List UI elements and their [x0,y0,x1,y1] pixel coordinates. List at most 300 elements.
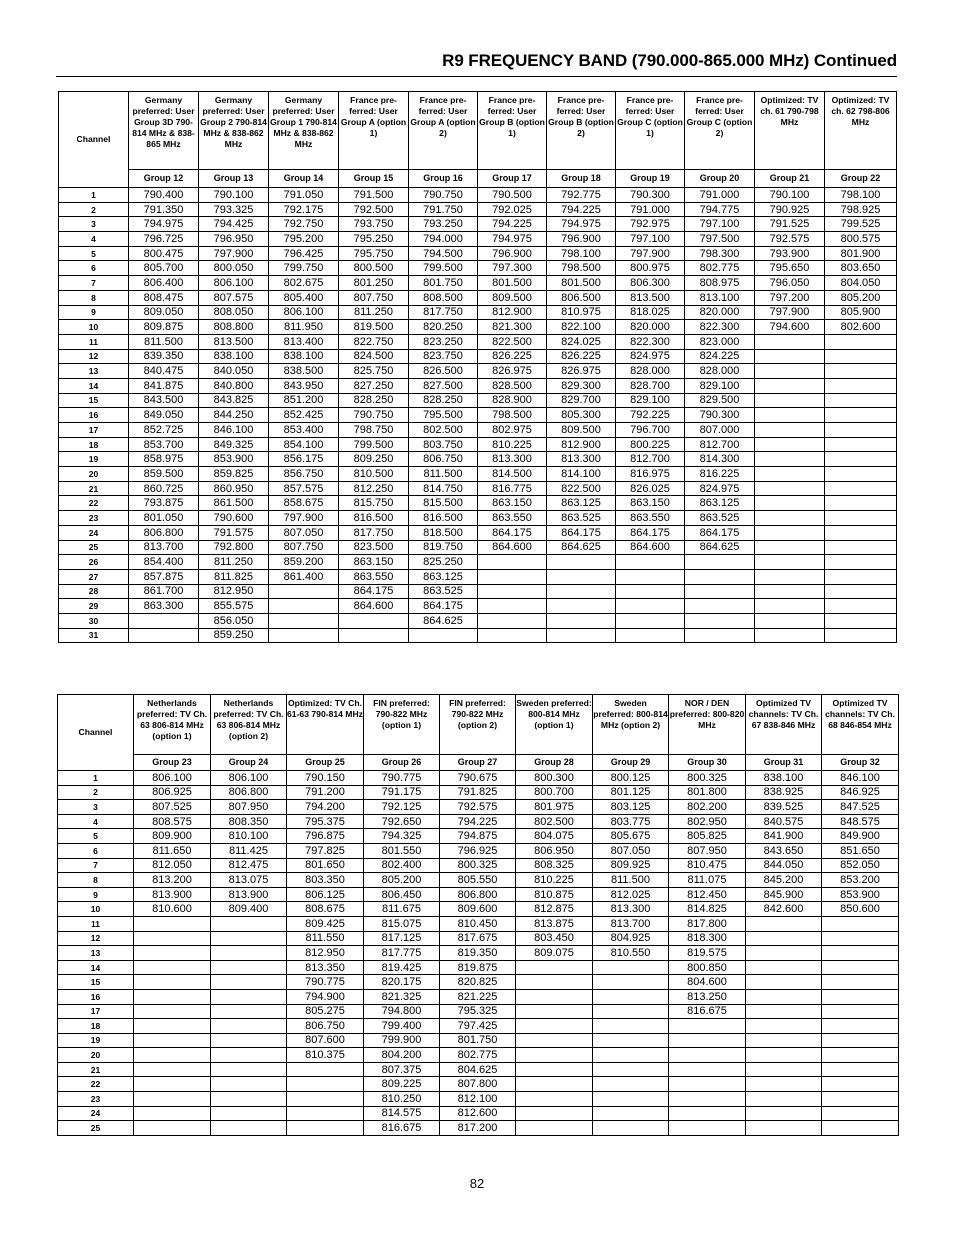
frequency-cell: 860.725 [129,481,199,496]
column-header: FIN preferred: 790-822 MHz (option 1) [364,695,440,755]
frequency-cell: 796.925 [440,843,516,858]
frequency-cell: 863.150 [478,496,547,511]
frequency-cell: 801.500 [547,276,616,291]
channel-number: 13 [59,364,129,379]
frequency-cell: 823.250 [409,334,478,349]
frequency-cell: 863.300 [129,599,199,614]
frequency-cell: 812.875 [516,902,593,917]
frequency-cell: 806.450 [364,887,440,902]
frequency-cell: 813.900 [211,887,287,902]
group-header: Group 13 [199,170,269,188]
frequency-cell: 810.450 [440,916,516,931]
frequency-cell [755,408,825,423]
frequency-cell: 826.225 [478,349,547,364]
frequency-cell [825,584,897,599]
frequency-cell: 826.500 [409,364,478,379]
frequency-cell [755,525,825,540]
frequency-cell: 797.900 [755,305,825,320]
table-row [58,800,899,815]
frequency-cell: 857.875 [129,569,199,584]
frequency-cell: 805.700 [129,261,199,276]
frequency-cell: 797.100 [616,232,685,247]
frequency-cell: 799.525 [825,217,897,232]
table-row [58,873,899,888]
title-divider [56,76,897,77]
frequency-cell [211,931,287,946]
table-row [59,334,897,349]
frequency-cell [616,555,685,570]
frequency-cell: 861.700 [129,584,199,599]
frequency-cell: 819.500 [339,320,409,335]
column-header: Sweden preferred: 800-814 MHz (option 2) [593,695,669,755]
channel-number: 8 [58,873,134,888]
frequency-cell: 813.700 [593,916,669,931]
frequency-cell [746,916,822,931]
frequency-cell [593,1077,669,1092]
column-header: France pre-ferred: User Group B (option 2) [547,92,616,170]
frequency-cell: 844.250 [199,408,269,423]
frequency-cell: 796.950 [199,232,269,247]
frequency-cell [755,628,825,643]
frequency-cell: 805.825 [669,829,746,844]
frequency-cell: 797.825 [287,843,364,858]
frequency-cell [134,1121,211,1136]
frequency-cell: 807.000 [685,423,755,438]
frequency-cell: 863.550 [616,511,685,526]
frequency-cell: 810.375 [287,1048,364,1063]
frequency-cell [211,916,287,931]
frequency-cell [134,1092,211,1107]
table-row [59,437,897,452]
group-header: Group 12 [129,170,199,188]
frequency-cell: 811.500 [129,334,199,349]
frequency-cell: 800.475 [129,246,199,261]
frequency-cell [825,511,897,526]
frequency-cell: 818.300 [669,931,746,946]
frequency-cell: 813.300 [478,452,547,467]
column-header: France pre-ferred: User Group A (option 2) [409,92,478,170]
frequency-cell: 818.500 [409,525,478,540]
frequency-cell: 809.900 [134,829,211,844]
frequency-cell [746,1106,822,1121]
frequency-cell [755,540,825,555]
table-row [59,305,897,320]
frequency-cell: 824.025 [547,334,616,349]
frequency-cell: 801.550 [364,843,440,858]
table-row [59,276,897,291]
table-row [58,1077,899,1092]
frequency-cell: 822.300 [616,334,685,349]
channel-number: 15 [58,975,134,990]
table-row [59,511,897,526]
group-header: Group 27 [440,755,516,771]
channel-number: 7 [59,276,129,291]
frequency-cell: 799.750 [269,261,339,276]
frequency-cell: 808.475 [129,290,199,305]
frequency-cell: 829.100 [616,393,685,408]
frequency-cell: 826.025 [616,481,685,496]
frequency-cell [755,334,825,349]
table-row [58,814,899,829]
frequency-cell: 790.400 [129,188,199,203]
table-row [58,902,899,917]
channel-number: 9 [59,305,129,320]
frequency-cell [755,452,825,467]
frequency-cell: 825.750 [339,364,409,379]
table-row [59,320,897,335]
frequency-cell: 847.525 [822,800,899,815]
frequency-cell: 793.325 [199,202,269,217]
frequency-cell: 812.600 [440,1106,516,1121]
frequency-cell: 819.875 [440,960,516,975]
channel-number: 23 [58,1092,134,1107]
channel-number: 2 [58,785,134,800]
frequency-cell: 863.525 [547,511,616,526]
frequency-cell: 863.125 [685,496,755,511]
frequency-cell: 808.800 [199,320,269,335]
frequency-cell: 810.250 [364,1092,440,1107]
frequency-cell: 806.100 [269,305,339,320]
frequency-cell: 813.900 [134,887,211,902]
frequency-cell: 797.300 [478,261,547,276]
group-header: Group 23 [134,755,211,771]
frequency-cell: 824.975 [685,481,755,496]
frequency-cell: 810.475 [669,858,746,873]
frequency-cell: 815.500 [409,496,478,511]
frequency-cell [746,1077,822,1092]
frequency-cell: 805.550 [440,873,516,888]
frequency-cell: 854.100 [269,437,339,452]
frequency-cell [211,946,287,961]
frequency-cell: 801.975 [516,800,593,815]
frequency-cell: 800.700 [516,785,593,800]
frequency-cell [269,613,339,628]
channel-header: Channel [58,695,134,771]
frequency-cell: 863.525 [409,584,478,599]
frequency-cell: 800.050 [199,261,269,276]
column-header: FIN preferred: 790-822 MHz (option 2) [440,695,516,755]
frequency-cell [134,1048,211,1063]
frequency-cell: 843.500 [129,393,199,408]
frequency-cell: 813.500 [616,290,685,305]
frequency-cell: 856.750 [269,467,339,482]
frequency-cell: 814.575 [364,1106,440,1121]
frequency-cell [593,1033,669,1048]
frequency-cell: 820.825 [440,975,516,990]
table-row [58,887,899,902]
frequency-cell [547,628,616,643]
frequency-cell: 805.200 [364,873,440,888]
frequency-cell: 820.000 [616,320,685,335]
frequency-cell: 790.750 [409,188,478,203]
channel-number: 18 [59,437,129,452]
table-row [59,481,897,496]
frequency-cell: 803.125 [593,800,669,815]
channel-number: 23 [59,511,129,526]
channel-number: 17 [58,1004,134,1019]
frequency-cell: 845.200 [746,873,822,888]
frequency-cell: 823.500 [339,540,409,555]
frequency-cell [822,946,899,961]
frequency-cell: 800.300 [516,771,593,786]
channel-number: 11 [59,334,129,349]
page-title: R9 FREQUENCY BAND (790.000-865.000 MHz) Continued [442,51,897,70]
frequency-cell [269,599,339,614]
frequency-cell [825,393,897,408]
frequency-cell [755,423,825,438]
frequency-cell: 803.350 [287,873,364,888]
frequency-cell: 796.875 [287,829,364,844]
frequency-cell: 839.350 [129,349,199,364]
frequency-cell [685,555,755,570]
frequency-cell: 826.225 [547,349,616,364]
frequency-cell: 809.500 [478,290,547,305]
frequency-cell [211,975,287,990]
frequency-cell: 823.000 [685,334,755,349]
frequency-cell [616,613,685,628]
frequency-cell [822,1062,899,1077]
frequency-cell [669,1048,746,1063]
frequency-cell: 792.225 [616,408,685,423]
frequency-cell: 805.900 [825,305,897,320]
frequency-cell: 824.975 [616,349,685,364]
frequency-cell: 845.900 [746,887,822,902]
frequency-cell: 794.975 [129,217,199,232]
frequency-cell: 794.225 [547,202,616,217]
table-row [58,1033,899,1048]
frequency-cell: 852.725 [129,423,199,438]
frequency-cell: 818.025 [616,305,685,320]
frequency-cell: 794.200 [287,800,364,815]
frequency-cell [669,1121,746,1136]
frequency-cell: 827.500 [409,378,478,393]
frequency-cell [825,364,897,379]
frequency-cell [287,1092,364,1107]
frequency-cell [755,496,825,511]
frequency-cell [755,584,825,599]
frequency-cell: 822.750 [339,334,409,349]
frequency-cell: 813.250 [669,989,746,1004]
frequency-cell: 808.500 [409,290,478,305]
column-header: Optimized: TV Ch. 61-63 790-814 MHz [287,695,364,755]
frequency-cell: 806.950 [516,843,593,858]
frequency-cell: 808.675 [287,902,364,917]
frequency-cell: 801.750 [409,276,478,291]
frequency-cell: 863.550 [339,569,409,584]
column-header: Optimized TV channels: TV Ch. 67 838-846 MHz [746,695,822,755]
frequency-cell: 792.175 [269,202,339,217]
channel-number: 16 [58,989,134,1004]
frequency-cell: 811.500 [593,873,669,888]
frequency-cell: 813.300 [593,902,669,917]
frequency-cell: 797.900 [199,246,269,261]
frequency-cell: 808.350 [211,814,287,829]
channel-number: 11 [58,916,134,931]
frequency-cell: 864.175 [547,525,616,540]
frequency-cell: 800.975 [616,261,685,276]
frequency-cell: 808.325 [516,858,593,873]
channel-number: 27 [59,569,129,584]
channel-number: 17 [59,423,129,438]
frequency-cell [822,1121,899,1136]
frequency-cell: 792.025 [478,202,547,217]
frequency-cell [685,628,755,643]
frequency-cell [211,1062,287,1077]
frequency-cell [516,1048,593,1063]
frequency-cell [516,1077,593,1092]
frequency-cell: 796.900 [478,246,547,261]
channel-number: 14 [58,960,134,975]
frequency-cell: 794.225 [440,814,516,829]
frequency-cell: 822.100 [547,320,616,335]
frequency-cell [287,1121,364,1136]
channel-number: 13 [58,946,134,961]
frequency-cell: 790.100 [755,188,825,203]
table-row [59,423,897,438]
channel-number: 19 [59,452,129,467]
frequency-cell [825,452,897,467]
table-row [59,584,897,599]
frequency-cell [825,613,897,628]
frequency-cell: 799.900 [364,1033,440,1048]
frequency-cell: 798.500 [547,261,616,276]
frequency-cell: 819.575 [669,946,746,961]
frequency-cell: 806.500 [547,290,616,305]
table-row [59,393,897,408]
frequency-cell [685,599,755,614]
frequency-cell: 791.575 [199,525,269,540]
table-row [59,452,897,467]
frequency-cell: 815.750 [339,496,409,511]
frequency-cell [134,1077,211,1092]
channel-number: 22 [58,1077,134,1092]
group-header: Group 18 [547,170,616,188]
frequency-cell: 809.500 [547,423,616,438]
table-row [59,261,897,276]
frequency-cell [593,1004,669,1019]
frequency-cell: 861.500 [199,496,269,511]
frequency-cell [746,1092,822,1107]
frequency-cell [593,960,669,975]
frequency-cell [822,916,899,931]
frequency-cell: 846.100 [822,771,899,786]
group-header: Group 14 [269,170,339,188]
frequency-cell [755,378,825,393]
frequency-cell: 797.900 [616,246,685,261]
frequency-cell: 797.500 [685,232,755,247]
frequency-cell [746,975,822,990]
frequency-cell: 813.100 [685,290,755,305]
frequency-cell: 802.950 [669,814,746,829]
frequency-cell [134,1019,211,1034]
group-header: Group 21 [755,170,825,188]
column-header: France pre-ferred: User Group C (option 1) [616,92,685,170]
frequency-cell: 801.800 [669,785,746,800]
group-header: Group 31 [746,755,822,771]
frequency-cell [516,1019,593,1034]
channel-number: 21 [58,1062,134,1077]
frequency-cell: 843.825 [199,393,269,408]
frequency-cell [825,628,897,643]
frequency-table-groups-23-32 [57,694,899,1136]
channel-number: 20 [58,1048,134,1063]
frequency-cell: 824.500 [339,349,409,364]
channel-number: 28 [59,584,129,599]
frequency-cell: 864.175 [478,525,547,540]
frequency-cell [593,1062,669,1077]
frequency-cell: 826.975 [547,364,616,379]
group-header: Group 32 [822,755,899,771]
frequency-cell: 790.675 [440,771,516,786]
table-row [58,975,899,990]
frequency-cell: 812.950 [199,584,269,599]
frequency-cell: 791.050 [269,188,339,203]
frequency-cell: 797.200 [755,290,825,305]
frequency-cell [755,364,825,379]
frequency-cell [669,1106,746,1121]
frequency-cell: 861.400 [269,569,339,584]
frequency-cell: 821.225 [440,989,516,1004]
frequency-cell: 807.750 [339,290,409,305]
frequency-cell [593,1048,669,1063]
frequency-cell [822,989,899,1004]
frequency-cell: 796.700 [616,423,685,438]
frequency-cell [669,1077,746,1092]
frequency-cell: 790.150 [287,771,364,786]
frequency-cell [746,989,822,1004]
frequency-cell [211,1092,287,1107]
frequency-cell [825,599,897,614]
table-row [59,202,897,217]
frequency-cell: 790.500 [478,188,547,203]
frequency-cell [547,599,616,614]
frequency-cell [516,960,593,975]
frequency-cell [516,1033,593,1048]
frequency-cell: 794.600 [755,320,825,335]
column-header: France pre-ferred: User Group A (option 1) [339,92,409,170]
frequency-cell [211,989,287,1004]
frequency-cell [211,1106,287,1121]
frequency-cell [616,599,685,614]
frequency-cell: 813.300 [547,452,616,467]
table-row [58,829,899,844]
frequency-cell: 828.000 [685,364,755,379]
frequency-cell [593,989,669,1004]
table-row [58,989,899,1004]
table-row [58,843,899,858]
frequency-cell: 816.225 [685,467,755,482]
frequency-cell: 813.200 [134,873,211,888]
frequency-cell: 812.025 [593,887,669,902]
frequency-cell: 826.975 [478,364,547,379]
table-row [59,540,897,555]
frequency-cell: 813.350 [287,960,364,975]
group-header: Group 16 [409,170,478,188]
channel-number: 12 [58,931,134,946]
frequency-cell: 819.425 [364,960,440,975]
frequency-cell: 859.825 [199,467,269,482]
frequency-cell: 800.575 [825,232,897,247]
frequency-cell: 858.975 [129,452,199,467]
frequency-cell [287,1106,364,1121]
frequency-cell: 812.900 [478,305,547,320]
channel-number: 9 [58,887,134,902]
channel-number: 24 [59,525,129,540]
frequency-cell: 792.125 [364,800,440,815]
frequency-cell [269,584,339,599]
frequency-cell: 802.500 [516,814,593,829]
frequency-cell [822,931,899,946]
